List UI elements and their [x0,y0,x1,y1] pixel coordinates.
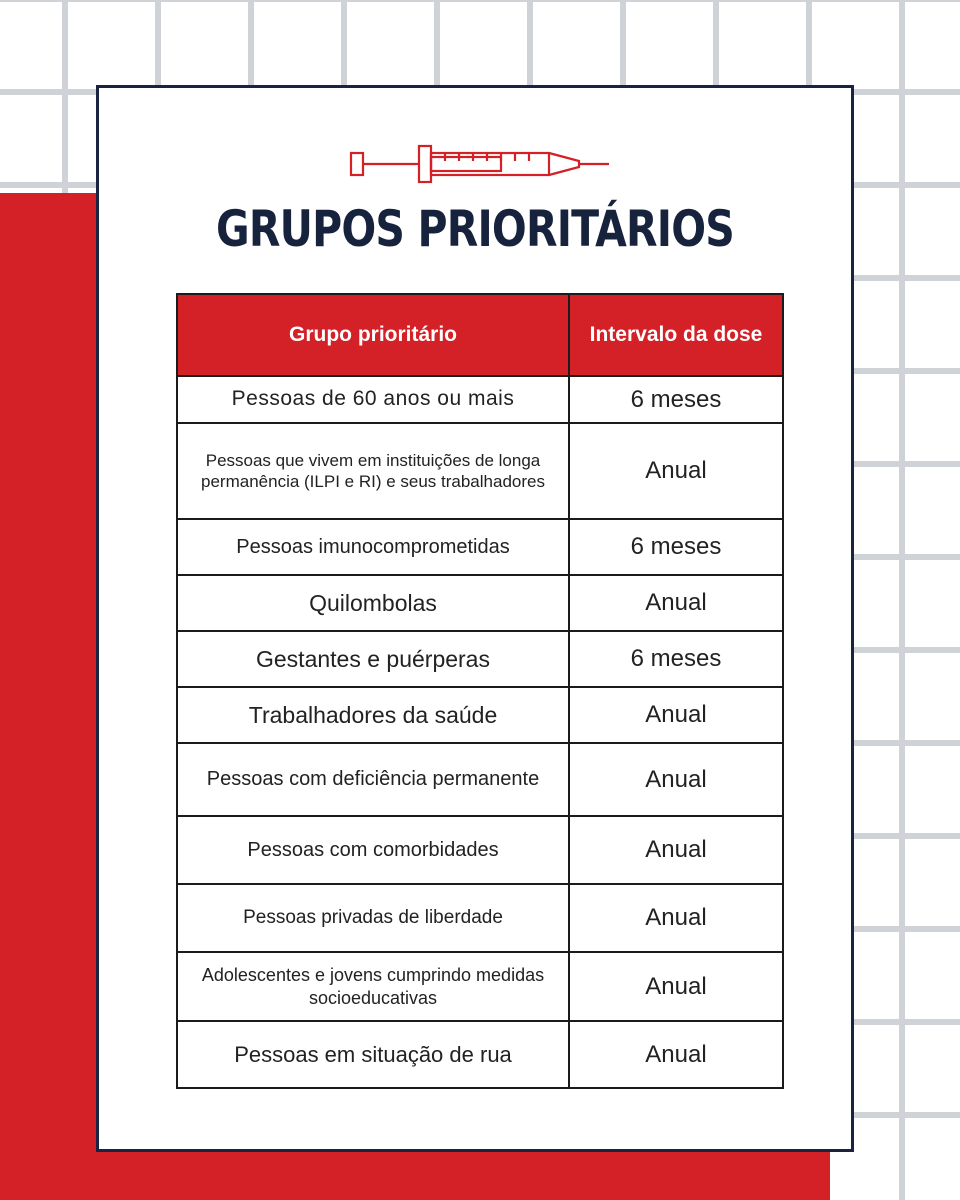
interval-cell: Anual [569,1021,783,1088]
interval-cell: Anual [569,687,783,743]
group-cell: Pessoas com deficiência permanente [177,743,569,816]
table-row [177,519,783,575]
group-cell: Trabalhadores da saúde [177,687,569,743]
group-cell: Pessoas de 60 anos ou mais [177,376,569,423]
interval-cell: Anual [569,743,783,816]
table-row [177,575,783,631]
table-row [177,816,783,884]
page-title: GRUPOS PRIORITÁRIOS [216,200,734,258]
column-header-interval: Intervalo da dose [569,294,783,376]
group-cell: Pessoas em situação de rua [177,1021,569,1088]
column-header-group: Grupo prioritário [177,294,569,376]
group-cell: Pessoas que vivem em instituições de longa permanência (ILPI e RI) e seus trabalhadores [177,423,569,519]
interval-cell: Anual [569,884,783,952]
group-cell: Gestantes e puérperas [177,631,569,687]
group-cell: Pessoas com comorbidades [177,816,569,884]
table-row [177,884,783,952]
table-row [177,376,783,423]
group-cell: Quilombolas [177,575,569,631]
table-row [177,743,783,816]
interval-cell: 6 meses [569,519,783,575]
table-row [177,687,783,743]
group-cell: Adolescentes e jovens cumprindo medidas socioeducativas [177,952,569,1021]
content-card [96,85,854,1152]
syringe-icon [349,143,611,187]
group-cell: Pessoas imunocomprometidas [177,519,569,575]
table-row [177,631,783,687]
interval-cell: Anual [569,575,783,631]
interval-cell: Anual [569,423,783,519]
interval-cell: Anual [569,816,783,884]
priority-groups-table [176,293,784,1089]
interval-cell: Anual [569,952,783,1021]
group-cell: Pessoas privadas de liberdade [177,884,569,952]
table-header-row [177,294,783,376]
table-row [177,1021,783,1088]
table-row [177,423,783,519]
interval-cell: 6 meses [569,376,783,423]
table-row [177,952,783,1021]
interval-cell: 6 meses [569,631,783,687]
